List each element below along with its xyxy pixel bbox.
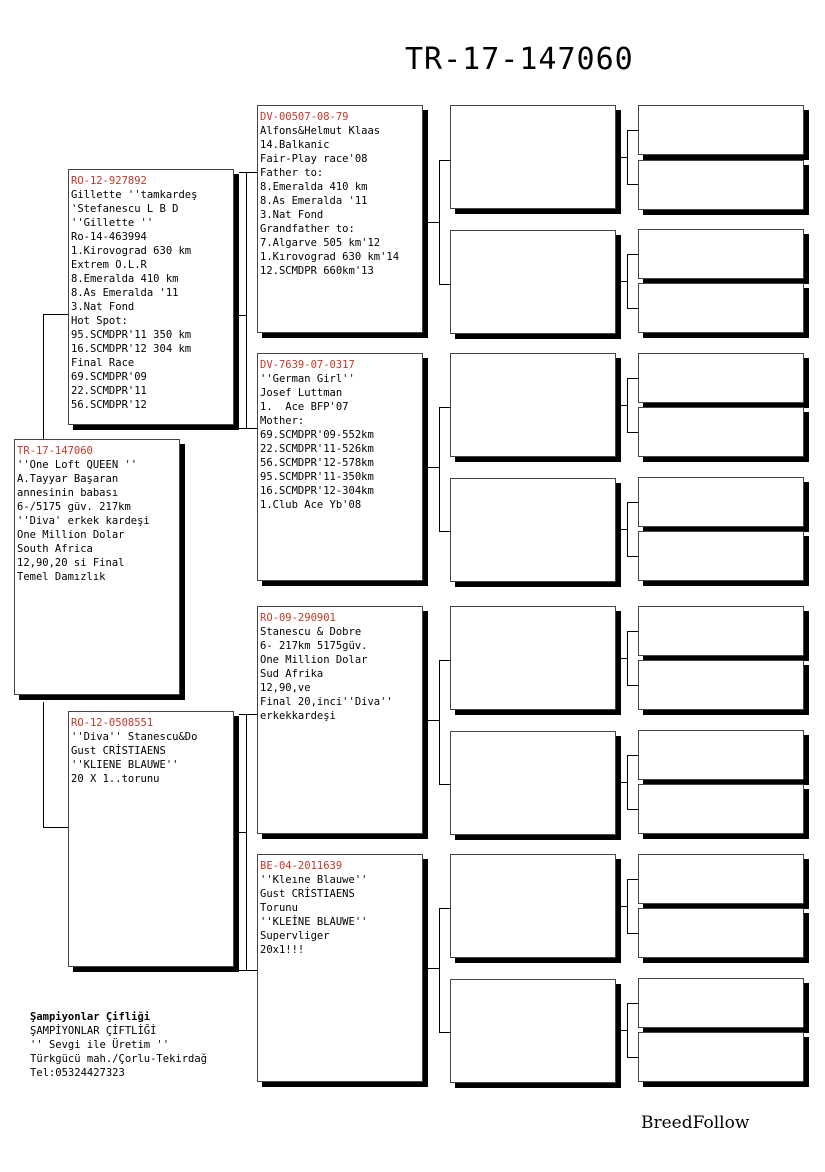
text-line: 3.Nat Fond: [260, 209, 324, 221]
ring-number: RO-12-927892: [71, 175, 147, 187]
text-line: Father to:: [260, 167, 324, 179]
ancestor-gen4-9[interactable]: [638, 606, 804, 656]
text-line: ''Kleıne Blauwe'': [260, 874, 368, 886]
text-line: Final Race: [71, 357, 135, 369]
text-line: Temel Damızlık: [17, 571, 106, 583]
text-line: 95.SCMDPR'11 350 km: [71, 329, 192, 341]
ancestor-gen4-15[interactable]: [638, 978, 804, 1028]
connector: [627, 184, 638, 185]
text-line: 56.SCMDPR'12: [71, 399, 147, 411]
text-line: Alfons&Helmut Klaas: [260, 125, 381, 137]
ancestor-gen4-2[interactable]: [638, 160, 804, 210]
text-line: Stanescu & Dobre: [260, 626, 362, 638]
sire-card[interactable]: [68, 169, 234, 425]
text-line: annesinin babası: [17, 487, 119, 499]
text-line: Torunu: [260, 902, 298, 914]
connector: [239, 832, 246, 833]
text-line: 69.SCMDPR'09-552km: [260, 429, 374, 441]
connector: [439, 660, 440, 784]
text-line: Ro-14-463994: [71, 231, 147, 243]
connector: [239, 970, 257, 971]
card-lines: [260, 124, 420, 278]
text-line: ŞAMPİYONLAR ÇİFTLİĞİ: [30, 1025, 157, 1037]
connector: [439, 160, 440, 284]
connector: [627, 631, 628, 685]
connector: [621, 1030, 627, 1031]
ancestor-gen3-8[interactable]: [450, 979, 616, 1083]
text-line: One Million Dolar: [260, 654, 368, 666]
connector: [627, 378, 638, 379]
text-line: Extrem O.L.R: [71, 259, 147, 271]
connector: [621, 157, 627, 158]
connector: [627, 254, 628, 308]
connector: [43, 827, 68, 828]
connector: [246, 714, 247, 970]
text-line: 8.As Emeralda '11: [71, 287, 179, 299]
ancestor-gen4-14[interactable]: [638, 908, 804, 958]
connector: [439, 908, 440, 1032]
ancestor-gen4-6[interactable]: [638, 407, 804, 457]
text-line: Fair-Play race'08: [260, 153, 368, 165]
connector: [428, 222, 439, 223]
text-line: Mother:: [260, 415, 305, 427]
connector: [439, 660, 450, 661]
connector: [43, 314, 44, 439]
text-line: 8.Emeralda 410 km: [260, 181, 368, 193]
ancestor-gen3-6[interactable]: [450, 731, 616, 835]
ring-number: RO-09-290901: [260, 612, 336, 624]
connector: [627, 755, 638, 756]
connector: [627, 1057, 638, 1058]
text-line: Josef Luttman: [260, 387, 343, 399]
connector: [439, 784, 450, 785]
text-line: 16.SCMDPR'12 304 km: [71, 343, 192, 355]
connector: [627, 1003, 638, 1004]
connector: [621, 281, 627, 282]
connector: [239, 428, 257, 429]
sire-sire-card[interactable]: [257, 105, 423, 333]
connector: [627, 502, 628, 556]
connector: [239, 172, 257, 173]
text-line: 3.Nat Fond: [71, 301, 135, 313]
connector: [239, 714, 257, 715]
text-line: Grandfather to:: [260, 223, 355, 235]
text-line: 6-/5175 güv. 217km: [17, 501, 131, 513]
breeder-info: [30, 1010, 207, 1080]
ancestor-gen4-4[interactable]: [638, 283, 804, 333]
breeder-lines: [30, 1024, 207, 1080]
ancestor-gen4-5[interactable]: [638, 353, 804, 403]
ancestor-gen3-1[interactable]: [450, 105, 616, 209]
ancestor-gen4-7[interactable]: [638, 477, 804, 527]
text-line: 16.SCMDPR'12-304km: [260, 485, 374, 497]
text-line: 95.SCMDPR'11-350km: [260, 471, 374, 483]
ancestor-gen3-4[interactable]: [450, 478, 616, 582]
text-line: 1. Ace BFP'07: [260, 401, 349, 413]
text-line: 1.Kırovograd 630 km'14: [260, 251, 400, 263]
connector: [439, 531, 450, 532]
connector: [439, 284, 450, 285]
text-line: ''Diva'' Stanescu&Do: [71, 731, 198, 743]
text-line: Sud Afrika: [260, 668, 324, 680]
ancestor-gen4-13[interactable]: [638, 854, 804, 904]
text-line: ''Gillette '': [71, 217, 154, 229]
sire-dam-card[interactable]: [257, 353, 423, 581]
connector: [428, 968, 439, 969]
ring-number: DV-00507-08-79: [260, 111, 349, 123]
connector: [239, 315, 246, 316]
connector: [43, 702, 44, 827]
connector: [627, 130, 638, 131]
connector: [627, 933, 638, 934]
ring-number: TR-17-147060: [17, 445, 93, 457]
connector: [439, 1032, 450, 1033]
connector: [627, 378, 628, 432]
text-line: 22.SCMDPR'11: [71, 385, 147, 397]
dam-dam-card[interactable]: [257, 854, 423, 1082]
breeder-name: Şampiyonlar Çifliği: [30, 1011, 151, 1023]
connector: [627, 308, 638, 309]
dam-card[interactable]: [68, 711, 234, 967]
ancestor-gen4-16[interactable]: [638, 1032, 804, 1082]
text-line: 'Stefanescu L B D: [71, 203, 179, 215]
connector: [621, 529, 627, 530]
ancestor-gen3-3[interactable]: [450, 353, 616, 457]
text-line: 69.SCMDPR'09: [71, 371, 147, 383]
connector: [627, 432, 638, 433]
text-line: 1.Kirovograd 630 km: [71, 245, 192, 257]
ancestor-gen4-11[interactable]: [638, 730, 804, 780]
connector: [627, 755, 628, 809]
connector: [627, 685, 638, 686]
page-title: TR-17-147060: [405, 42, 634, 77]
ancestor-gen4-1[interactable]: [638, 105, 804, 155]
connector: [621, 906, 627, 907]
connector: [439, 908, 450, 909]
text-line: Gillette ''tamkardeş: [71, 189, 198, 201]
text-line: 7.Algarve 505 km'12: [260, 237, 381, 249]
connector: [627, 502, 638, 503]
text-line: 12,90,20 si Final: [17, 557, 125, 569]
text-line: 22.SCMDPR'11-526km: [260, 443, 374, 455]
text-line: 6- 217km 5175güv.: [260, 640, 368, 652]
brand-logo: BreedFollow: [641, 1113, 750, 1133]
connector: [43, 314, 68, 315]
connector: [621, 405, 627, 406]
ancestor-gen4-8[interactable]: [638, 531, 804, 581]
text-line: 20x1!!!: [260, 944, 305, 956]
connector: [627, 130, 628, 184]
ring-number: RO-12-0508551: [71, 717, 154, 729]
text-line: A.Tayyar Başaran: [17, 473, 119, 485]
text-line: 1.Club Ace Yb'08: [260, 499, 362, 511]
connector: [627, 879, 628, 933]
text-line: 20 X 1..torunu: [71, 773, 160, 785]
connector: [627, 879, 638, 880]
ancestor-gen3-7[interactable]: [450, 854, 616, 958]
card-lines: [71, 188, 231, 412]
text-line: erkekkardeşi: [260, 710, 336, 722]
connector: [627, 809, 638, 810]
text-line: South Africa: [17, 543, 93, 555]
card-lines: [71, 730, 231, 786]
card-lines: [260, 873, 420, 957]
connector: [428, 720, 439, 721]
text-line: ''KLIENE BLAUWE'': [71, 759, 179, 771]
connector: [428, 467, 439, 468]
text-line: Final 20,inci''Diva'': [260, 696, 393, 708]
ancestor-gen4-10[interactable]: [638, 660, 804, 710]
ancestor-gen4-12[interactable]: [638, 784, 804, 834]
connector: [621, 782, 627, 783]
text-line: One Million Dolar: [17, 529, 125, 541]
text-line: 12.SCMDPR 660km'13: [260, 265, 374, 277]
text-line: '' Sevgi ile Üretim '': [30, 1039, 170, 1051]
text-line: ''One Loft QUEEN '': [17, 459, 138, 471]
text-line: Türkgücü mah./Çorlu-Tekirdağ: [30, 1053, 208, 1065]
ring-number: DV-7639-07-0317: [260, 359, 355, 371]
card-lines: [260, 372, 420, 512]
text-line: ''KLEİNE BLAUWE'': [260, 916, 368, 928]
text-line: 8.Emeralda 410 km: [71, 273, 179, 285]
connector: [246, 172, 247, 428]
ring-number: BE-04-2011639: [260, 860, 343, 872]
connector: [627, 631, 638, 632]
card-lines: [17, 458, 177, 584]
connector: [627, 1003, 628, 1057]
text-line: Gust CRİSTIAENS: [71, 745, 166, 757]
connector: [439, 407, 440, 531]
text-line: 56.SCMDPR'12-578km: [260, 457, 374, 469]
connector: [439, 407, 450, 408]
connector: [627, 254, 638, 255]
connector: [621, 658, 627, 659]
text-line: ''Diva' erkek kardeşi: [17, 515, 150, 527]
ancestor-gen3-2[interactable]: [450, 230, 616, 334]
text-line: 14.Balkanic: [260, 139, 330, 151]
text-line: Gust CRİSTIAENS: [260, 888, 355, 900]
connector: [627, 556, 638, 557]
ancestor-gen4-3[interactable]: [638, 229, 804, 279]
text-line: ''German Girl'': [260, 373, 355, 385]
text-line: Tel:05324427323: [30, 1067, 125, 1079]
connector: [439, 160, 450, 161]
text-line: Supervliger: [260, 930, 330, 942]
subject-card[interactable]: [14, 439, 180, 695]
ancestor-gen3-5[interactable]: [450, 606, 616, 710]
text-line: Hot Spot:: [71, 315, 128, 327]
text-line: 8.As Emeralda '11: [260, 195, 368, 207]
dam-sire-card[interactable]: [257, 606, 423, 834]
card-lines: [260, 625, 420, 723]
text-line: 12,90,ve: [260, 682, 311, 694]
